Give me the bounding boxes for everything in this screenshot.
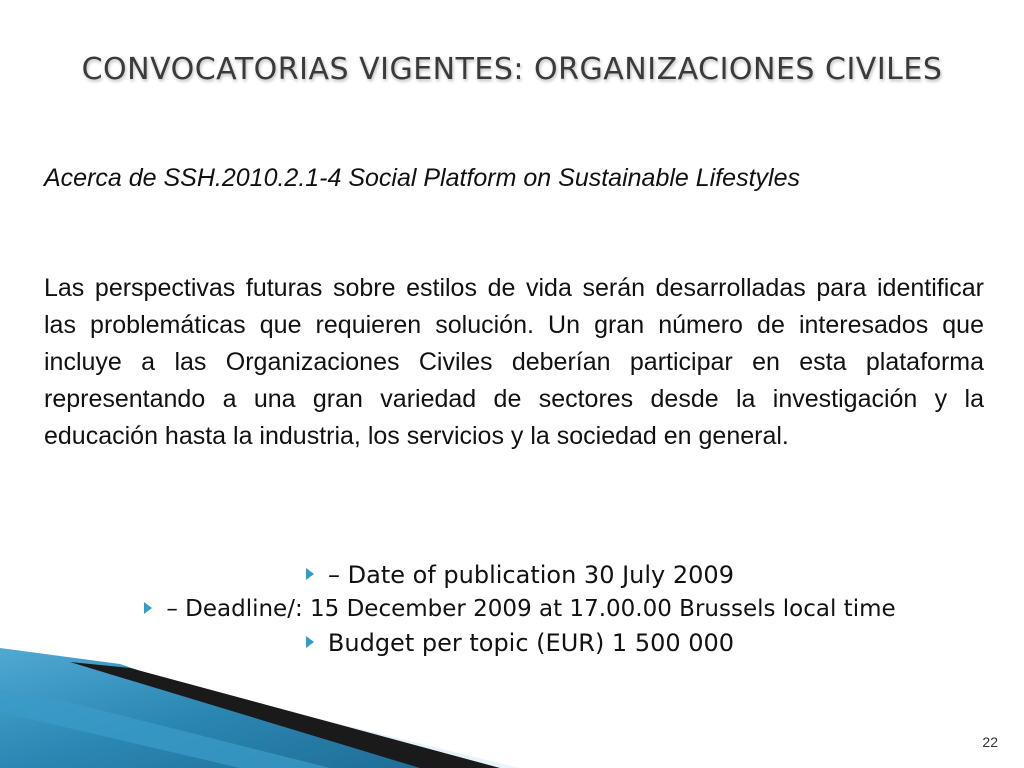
topic-heading: Acerca de SSH.2010.2.1-4 Social Platform on Sustainable Lifestyles: [44, 164, 800, 192]
bullet-text: – Deadline/: 15 December 2009 at 17.00.00 Brussels local time: [166, 596, 896, 622]
page-number: 22: [982, 734, 998, 750]
triangle-right-icon: [306, 636, 314, 648]
triangle-right-icon: [144, 602, 152, 614]
list-item: [30, 558, 1010, 592]
list-item: [30, 592, 1010, 626]
bullet-text: Budget per topic (EUR) 1 500 000: [327, 629, 735, 657]
list-item: [30, 626, 1010, 660]
triangle-right-icon: [306, 568, 314, 580]
body-paragraph: Las perspectivas futuras sobre estilos de vida serán desarrolladas para identificar las problemáticas que requieren solución. Un gran número de interesados que incluye a las Organizaciones Civiles deberían participar en esta plataforma representando a una gran variedad de sectores desde la investigación y la educación hasta la industria, los servicios y la sociedad en general.: [44, 274, 984, 450]
bullet-text: – Date of publication 30 July 2009: [328, 561, 734, 589]
page-title: CONVOCATORIAS VIGENTES: ORGANIZACIONES CIVILES: [81, 52, 943, 87]
bullet-list: [30, 558, 1010, 660]
